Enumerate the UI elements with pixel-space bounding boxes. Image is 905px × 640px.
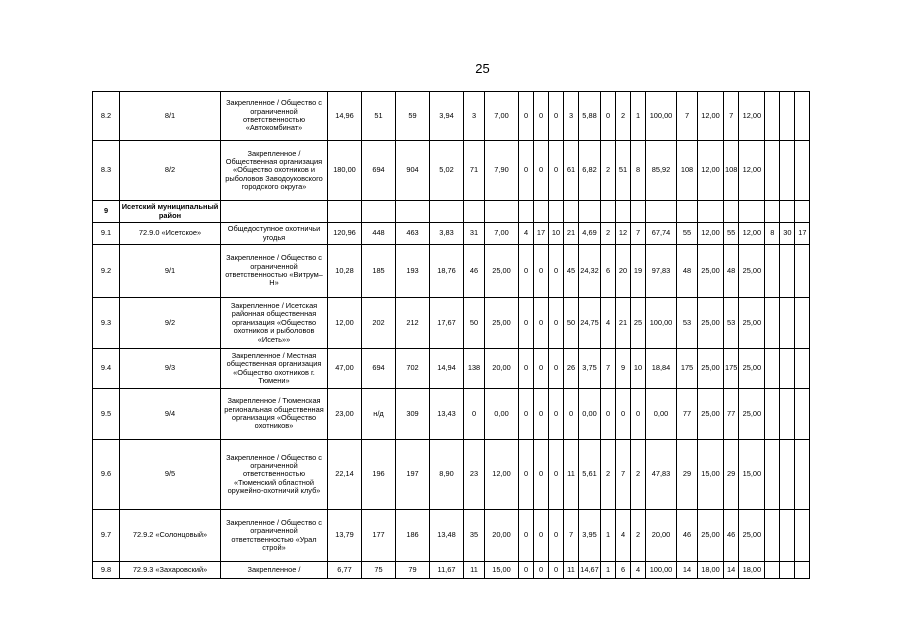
table-cell: 7,00 xyxy=(485,223,519,245)
table-cell: 25,00 xyxy=(698,510,724,562)
table-cell: 8 xyxy=(765,223,780,245)
table-cell: 17 xyxy=(795,223,810,245)
table-cell: 193 xyxy=(396,245,430,298)
table-cell: 9/5 xyxy=(120,440,221,510)
table-cell: 3,94 xyxy=(430,92,464,141)
table-cell: 0 xyxy=(549,92,564,141)
table-cell: 0 xyxy=(616,389,631,440)
table-cell: 100,00 xyxy=(646,92,677,141)
table-cell xyxy=(519,201,534,223)
table-cell: 7 xyxy=(724,92,739,141)
table-cell xyxy=(780,349,795,389)
table-row xyxy=(93,92,810,141)
table-cell: 59 xyxy=(396,92,430,141)
table-cell: 77 xyxy=(724,389,739,440)
table-cell: Закрепленное / Общество с ограниченной ответственностью «Тюменский областной оружейно-охотничий клуб» xyxy=(221,440,328,510)
table-cell: 202 xyxy=(362,298,396,349)
table-cell: 9.8 xyxy=(93,562,120,579)
table-cell: 9.6 xyxy=(93,440,120,510)
table-cell xyxy=(646,201,677,223)
table-cell xyxy=(564,201,579,223)
table-cell: 9/2 xyxy=(120,298,221,349)
table-cell: 15,00 xyxy=(485,562,519,579)
table-cell: 12,00 xyxy=(739,223,765,245)
table-cell xyxy=(328,201,362,223)
table-cell: 25,00 xyxy=(698,349,724,389)
table-cell: 18,00 xyxy=(739,562,765,579)
table-row xyxy=(93,245,810,298)
table-cell: 9/4 xyxy=(120,389,221,440)
table-cell: 72.9.3 «Захаровский» xyxy=(120,562,221,579)
table-cell: 6,82 xyxy=(579,141,601,201)
table-cell: 9.1 xyxy=(93,223,120,245)
table-cell: 0 xyxy=(534,562,549,579)
table-cell: 0 xyxy=(534,389,549,440)
table-cell xyxy=(765,510,780,562)
table-cell xyxy=(780,141,795,201)
table-cell: 9.5 xyxy=(93,389,120,440)
table-cell: 50 xyxy=(464,298,485,349)
table-cell: 9.4 xyxy=(93,349,120,389)
table-cell: 0 xyxy=(631,389,646,440)
table-cell: 0 xyxy=(601,92,616,141)
page-number: 25 xyxy=(475,61,490,76)
table-cell xyxy=(795,298,810,349)
table-cell: 22,14 xyxy=(328,440,362,510)
table-cell xyxy=(765,562,780,579)
table-cell: 3 xyxy=(564,92,579,141)
table-cell: 904 xyxy=(396,141,430,201)
table-cell: 694 xyxy=(362,141,396,201)
table-cell: 25,00 xyxy=(698,245,724,298)
table-cell: 21 xyxy=(616,298,631,349)
table-cell: 19 xyxy=(631,245,646,298)
table-row xyxy=(93,201,810,223)
table-cell: 20,00 xyxy=(485,510,519,562)
table-cell: 0 xyxy=(519,389,534,440)
table-cell xyxy=(616,201,631,223)
table-cell: 7 xyxy=(631,223,646,245)
table-cell xyxy=(396,201,430,223)
table-cell: 13,43 xyxy=(430,389,464,440)
table-cell: 51 xyxy=(362,92,396,141)
table-cell: 0 xyxy=(564,389,579,440)
table-cell xyxy=(795,201,810,223)
table-cell: 18,00 xyxy=(698,562,724,579)
table-cell: 53 xyxy=(677,298,698,349)
table-cell: 26 xyxy=(564,349,579,389)
table-cell: 9 xyxy=(93,201,120,223)
table-cell: 15,00 xyxy=(739,440,765,510)
table-cell: 10 xyxy=(549,223,564,245)
table-cell: 694 xyxy=(362,349,396,389)
table-cell: 9/1 xyxy=(120,245,221,298)
table-cell: 3,75 xyxy=(579,349,601,389)
table-row xyxy=(93,562,810,579)
table-cell: 0 xyxy=(464,389,485,440)
table-cell: 448 xyxy=(362,223,396,245)
table-cell: 0 xyxy=(534,92,549,141)
table-cell: 0 xyxy=(549,510,564,562)
table-cell: 51 xyxy=(616,141,631,201)
table-cell: 9.3 xyxy=(93,298,120,349)
data-table xyxy=(92,91,810,579)
table-cell: 309 xyxy=(396,389,430,440)
table-cell xyxy=(765,349,780,389)
table-cell: 18,84 xyxy=(646,349,677,389)
table-cell: 8/2 xyxy=(120,141,221,201)
table-row xyxy=(93,349,810,389)
table-cell xyxy=(780,389,795,440)
table-cell: 72.9.0 «Исетское» xyxy=(120,223,221,245)
table-cell: 120,96 xyxy=(328,223,362,245)
table-cell xyxy=(765,440,780,510)
table-cell: 4 xyxy=(616,510,631,562)
table-cell: 25,00 xyxy=(739,298,765,349)
table-cell: 0 xyxy=(534,245,549,298)
table-cell xyxy=(579,201,601,223)
table-cell: 0 xyxy=(549,298,564,349)
table-cell: 2 xyxy=(601,440,616,510)
table-cell xyxy=(485,201,519,223)
table-cell: 0 xyxy=(549,349,564,389)
table-cell: 67,74 xyxy=(646,223,677,245)
table-cell: 75 xyxy=(362,562,396,579)
table-cell: 14,96 xyxy=(328,92,362,141)
table-cell: 46 xyxy=(724,510,739,562)
table-cell: 0 xyxy=(549,562,564,579)
table-cell: 11,67 xyxy=(430,562,464,579)
table-cell xyxy=(698,201,724,223)
table-cell: 0 xyxy=(601,389,616,440)
table-cell: 138 xyxy=(464,349,485,389)
table-cell: 47,00 xyxy=(328,349,362,389)
table-row xyxy=(93,223,810,245)
table-cell: 100,00 xyxy=(646,562,677,579)
table-cell: 79 xyxy=(396,562,430,579)
table-cell: Закрепленное / Общество с ограниченной ответственностью «Витрум–Н» xyxy=(221,245,328,298)
table-cell xyxy=(724,201,739,223)
table-row xyxy=(93,440,810,510)
table-row xyxy=(93,389,810,440)
table-cell: 48 xyxy=(724,245,739,298)
table-cell: 25,00 xyxy=(739,510,765,562)
table-cell: 25,00 xyxy=(698,298,724,349)
table-cell: 11 xyxy=(564,562,579,579)
table-cell xyxy=(780,245,795,298)
table-cell: 7,90 xyxy=(485,141,519,201)
table-cell: 196 xyxy=(362,440,396,510)
table-cell: 9.2 xyxy=(93,245,120,298)
table-cell: 9.7 xyxy=(93,510,120,562)
table-cell: 29 xyxy=(677,440,698,510)
table-cell xyxy=(739,201,765,223)
table-cell: Общедоступное охотничьи угодья xyxy=(221,223,328,245)
table-cell: 25,00 xyxy=(739,389,765,440)
table-cell: 4,69 xyxy=(579,223,601,245)
table-cell: 29 xyxy=(724,440,739,510)
table-cell xyxy=(795,562,810,579)
table-cell: 0 xyxy=(549,440,564,510)
table-cell: 7 xyxy=(616,440,631,510)
table-cell: 14 xyxy=(677,562,698,579)
table-cell: 0 xyxy=(534,349,549,389)
table-cell: 20,00 xyxy=(646,510,677,562)
table-cell: 702 xyxy=(396,349,430,389)
table-cell xyxy=(780,92,795,141)
table-cell: 10,28 xyxy=(328,245,362,298)
table-cell: 18,76 xyxy=(430,245,464,298)
table-cell: 0,00 xyxy=(485,389,519,440)
table-cell: Закрепленное / Исетская районная общественная организация «Общество охотников и рыболовов «Исеть»» xyxy=(221,298,328,349)
table-cell: 20 xyxy=(616,245,631,298)
table-cell: 85,92 xyxy=(646,141,677,201)
table-cell: 6,77 xyxy=(328,562,362,579)
table-cell: 0 xyxy=(519,141,534,201)
table-cell: 180,00 xyxy=(328,141,362,201)
table-cell: 1 xyxy=(631,92,646,141)
table-cell xyxy=(765,141,780,201)
table-cell: 25,00 xyxy=(739,245,765,298)
table-cell: 14,94 xyxy=(430,349,464,389)
table-cell: 97,83 xyxy=(646,245,677,298)
table-cell: 0 xyxy=(534,141,549,201)
table-cell: 12,00 xyxy=(328,298,362,349)
table-cell: 3 xyxy=(464,92,485,141)
table-row xyxy=(93,298,810,349)
table-cell: 12 xyxy=(616,223,631,245)
table-cell: 108 xyxy=(677,141,698,201)
table-cell: 46 xyxy=(677,510,698,562)
table-cell: 35 xyxy=(464,510,485,562)
table-cell: 55 xyxy=(677,223,698,245)
table-cell: 0 xyxy=(519,245,534,298)
table-cell: 13,48 xyxy=(430,510,464,562)
table-cell: 0 xyxy=(549,141,564,201)
table-cell: Закрепленное / Тюменская региональная общественная организация «Общество охотников» xyxy=(221,389,328,440)
table-cell xyxy=(549,201,564,223)
table-cell: 11 xyxy=(564,440,579,510)
table-cell: 8.2 xyxy=(93,92,120,141)
table-cell: 9 xyxy=(616,349,631,389)
table-cell: 8.3 xyxy=(93,141,120,201)
table-cell: 25,00 xyxy=(485,298,519,349)
table-cell: 5,02 xyxy=(430,141,464,201)
table-cell: 0,00 xyxy=(646,389,677,440)
table-cell: н/д xyxy=(362,389,396,440)
table-cell: 12,00 xyxy=(698,92,724,141)
table-cell: 177 xyxy=(362,510,396,562)
table-cell: 53 xyxy=(724,298,739,349)
table-cell xyxy=(464,201,485,223)
table-cell: 11 xyxy=(464,562,485,579)
table-cell: 2 xyxy=(616,92,631,141)
table-cell: 25,00 xyxy=(485,245,519,298)
table-cell: Закрепленное / xyxy=(221,562,328,579)
table-cell: 0 xyxy=(549,245,564,298)
table-cell: 21 xyxy=(564,223,579,245)
table-cell: 47,83 xyxy=(646,440,677,510)
table-cell: 0 xyxy=(549,389,564,440)
table-cell: 0 xyxy=(519,92,534,141)
table-cell: 0 xyxy=(519,562,534,579)
table-cell: 31 xyxy=(464,223,485,245)
table-cell xyxy=(631,201,646,223)
table-cell: 175 xyxy=(677,349,698,389)
table-cell xyxy=(780,562,795,579)
table-cell: 8,90 xyxy=(430,440,464,510)
table-cell: Закрепленное / Местная общественная организация «Общество охотников г. Тюмени» xyxy=(221,349,328,389)
table-cell: 0,00 xyxy=(579,389,601,440)
table-cell: 25,00 xyxy=(698,389,724,440)
table-cell: 61 xyxy=(564,141,579,201)
table-cell: Закрепленное / Общество с ограниченной ответственностью «Урал строй» xyxy=(221,510,328,562)
table-cell: 7,00 xyxy=(485,92,519,141)
table-cell: 8 xyxy=(631,141,646,201)
table-row xyxy=(93,141,810,201)
table-cell: 12,00 xyxy=(698,223,724,245)
table-cell: 100,00 xyxy=(646,298,677,349)
table-cell: 5,61 xyxy=(579,440,601,510)
table-cell: 45 xyxy=(564,245,579,298)
table-cell: 13,79 xyxy=(328,510,362,562)
table-cell: 24,75 xyxy=(579,298,601,349)
table-cell: 0 xyxy=(534,510,549,562)
table-cell: 1 xyxy=(601,510,616,562)
table-cell: 50 xyxy=(564,298,579,349)
table-cell: 212 xyxy=(396,298,430,349)
table-cell: Закрепленное / Общественная организация «Общество охотников и рыболовов Заводоуковского городского округа» xyxy=(221,141,328,201)
table-cell: 4 xyxy=(519,223,534,245)
table-cell: 23 xyxy=(464,440,485,510)
table-cell: 12,00 xyxy=(739,92,765,141)
table-cell: 25,00 xyxy=(739,349,765,389)
table-cell: 0 xyxy=(534,298,549,349)
table-cell: 23,00 xyxy=(328,389,362,440)
table-cell: 46 xyxy=(464,245,485,298)
table-cell: 25 xyxy=(631,298,646,349)
table-cell xyxy=(795,510,810,562)
table-cell xyxy=(534,201,549,223)
table-cell xyxy=(765,201,780,223)
table-cell xyxy=(430,201,464,223)
table-cell: 4 xyxy=(601,298,616,349)
table-cell: 24,32 xyxy=(579,245,601,298)
table-cell: 14,67 xyxy=(579,562,601,579)
table-cell: 185 xyxy=(362,245,396,298)
table-cell: 12,00 xyxy=(485,440,519,510)
table-cell: 4 xyxy=(631,562,646,579)
table-cell: 14 xyxy=(724,562,739,579)
table-cell: 77 xyxy=(677,389,698,440)
table-cell: 8/1 xyxy=(120,92,221,141)
table-cell xyxy=(780,298,795,349)
table-cell xyxy=(765,298,780,349)
table-cell: 10 xyxy=(631,349,646,389)
table-cell: 7 xyxy=(677,92,698,141)
table-cell xyxy=(795,245,810,298)
table-cell: 197 xyxy=(396,440,430,510)
table-cell: 17 xyxy=(534,223,549,245)
table-cell xyxy=(795,141,810,201)
table-cell: 72.9.2 «Солонцовый» xyxy=(120,510,221,562)
table-cell xyxy=(765,389,780,440)
table-cell: 0 xyxy=(519,298,534,349)
table-cell xyxy=(795,440,810,510)
table-cell: 30 xyxy=(780,223,795,245)
table-cell xyxy=(780,510,795,562)
table-cell: 9/3 xyxy=(120,349,221,389)
table-cell: 2 xyxy=(601,223,616,245)
table-cell: 12,00 xyxy=(739,141,765,201)
table-cell xyxy=(780,201,795,223)
table-cell: 0 xyxy=(519,349,534,389)
table-cell xyxy=(601,201,616,223)
table-cell: 5,88 xyxy=(579,92,601,141)
table-cell: 20,00 xyxy=(485,349,519,389)
table-cell: 0 xyxy=(519,440,534,510)
table-cell: 15,00 xyxy=(698,440,724,510)
table-cell: 0 xyxy=(534,440,549,510)
table-cell: 3,83 xyxy=(430,223,464,245)
table-cell: 2 xyxy=(631,510,646,562)
table-cell: 1 xyxy=(601,562,616,579)
table-cell: 6 xyxy=(616,562,631,579)
table-cell: 17,67 xyxy=(430,298,464,349)
table-cell xyxy=(765,245,780,298)
table-cell: 463 xyxy=(396,223,430,245)
table-cell: 7 xyxy=(601,349,616,389)
table-cell xyxy=(795,389,810,440)
table-cell: 0 xyxy=(519,510,534,562)
table-cell xyxy=(780,440,795,510)
table-cell: 6 xyxy=(601,245,616,298)
table-cell xyxy=(795,92,810,141)
table-cell xyxy=(677,201,698,223)
table-cell: 55 xyxy=(724,223,739,245)
table-cell: 71 xyxy=(464,141,485,201)
table-cell: 175 xyxy=(724,349,739,389)
table-row xyxy=(93,510,810,562)
table-cell xyxy=(221,201,328,223)
table-cell: 186 xyxy=(396,510,430,562)
table-cell: 48 xyxy=(677,245,698,298)
table-cell: 7 xyxy=(564,510,579,562)
table-cell: 2 xyxy=(631,440,646,510)
table-cell xyxy=(362,201,396,223)
table-cell xyxy=(765,92,780,141)
table-cell: Исетский муниципальный район xyxy=(120,201,221,223)
table-cell: 3,95 xyxy=(579,510,601,562)
table-cell xyxy=(795,349,810,389)
table-cell: 108 xyxy=(724,141,739,201)
table-cell: Закрепленное / Общество с ограниченной ответственностью «Автокомбинат» xyxy=(221,92,328,141)
table-cell: 2 xyxy=(601,141,616,201)
table-cell: 12,00 xyxy=(698,141,724,201)
